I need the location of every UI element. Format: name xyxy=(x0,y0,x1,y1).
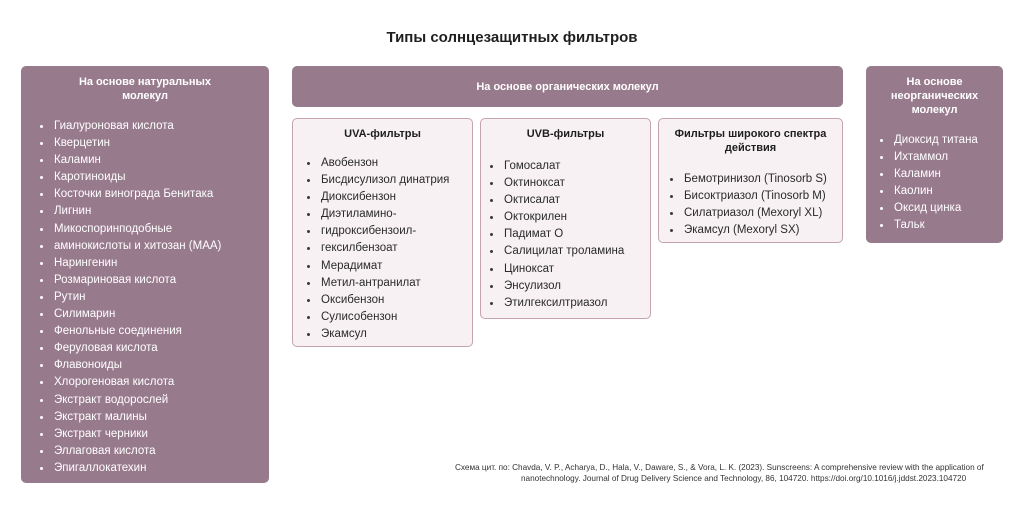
uvb-list-item: Октокрилен xyxy=(490,209,650,226)
natural-list-item: Розмариновая кислота xyxy=(40,272,269,289)
natural-list-item: Флавоноиды xyxy=(40,357,269,374)
inorganic-list-item: Оксид цинка xyxy=(880,200,1003,217)
broad-list xyxy=(659,171,842,239)
uva-list-item: гидроксибензоил- xyxy=(307,223,472,240)
natural-list-item: Микоспоринподобные xyxy=(40,221,269,238)
natural-molecules-panel xyxy=(21,66,269,483)
uvb-list-item: Циноксат xyxy=(490,261,650,278)
uva-list-item: Диэтиламино- xyxy=(307,206,472,223)
uvb-list-item: Этилгексилтриазол xyxy=(490,295,650,312)
natural-list-item: Косточки винограда Бенитака xyxy=(40,186,269,203)
uva-list xyxy=(293,155,472,343)
diagram-title: Типы солнцезащитных фильтров xyxy=(386,29,638,46)
natural-list-item: Гиалуроновая кислота xyxy=(40,118,269,135)
natural-list-item: Хлорогеновая кислота xyxy=(40,374,269,391)
broad-list-item: Бисоктриазол (Tinosorb M) xyxy=(670,188,842,205)
natural-list-item: Кверцетин xyxy=(40,135,269,152)
natural-list-item: Феруловая кислота xyxy=(40,340,269,357)
uva-list-item: Бисдисулизол динатрия xyxy=(307,172,472,189)
citation-line: nanotechnology. Journal of Drug Delivery Science and Technology, 86, 104720. https://doi.org/10.1016/j.jddst.2023.104720 xyxy=(521,474,967,483)
uvb-list-item: Октисалат xyxy=(490,192,650,209)
natural-list-item: Экстракт черники xyxy=(40,426,269,443)
broad-list-item: Экамсул (Mexoryl SX) xyxy=(670,222,842,239)
inorganic-header-line: На основе xyxy=(906,76,963,88)
natural-list-item: Эпигаллокатехин xyxy=(40,460,269,477)
uvb-list-item: Салицилат троламина xyxy=(490,243,650,260)
inorganic-list-item: Тальк xyxy=(880,217,1003,234)
uva-list-item: Авобензон xyxy=(307,155,472,172)
natural-list xyxy=(21,118,269,477)
natural-list-item: Каротиноиды xyxy=(40,169,269,186)
inorganic-panel-header xyxy=(866,66,1003,117)
natural-header-line: молекул xyxy=(122,90,168,102)
uva-list-item: Мерадимат xyxy=(307,258,472,275)
natural-list-item: Фенольные соединения xyxy=(40,323,269,340)
broad-header-line: Фильтры широкого спектра xyxy=(674,128,827,140)
natural-header-line: На основе натуральных xyxy=(78,76,212,88)
natural-panel-header xyxy=(21,66,269,103)
source-citation xyxy=(455,462,1004,484)
uva-list-item: Сулисобензон xyxy=(307,309,472,326)
uvb-list-item: Энсулизол xyxy=(490,278,650,295)
broad-panel-header xyxy=(659,119,842,155)
natural-list-item: Рутин xyxy=(40,289,269,306)
uvb-list-item: Октинoксат xyxy=(490,175,650,192)
inorganic-list-item: Диоксид титана xyxy=(880,132,1003,149)
uva-list-item: Оксибензон xyxy=(307,292,472,309)
inorganic-list-item: Каламин xyxy=(880,166,1003,183)
uva-list-item: Метил-антранилат xyxy=(307,275,472,292)
inorganic-list xyxy=(866,132,1003,235)
uvb-list xyxy=(481,158,650,312)
broad-header-line: действия xyxy=(724,142,777,154)
natural-list-item: аминокислоты и хитозан (МАА) xyxy=(40,238,269,255)
inorganic-header-line: неорганических xyxy=(890,90,979,102)
natural-list-item: Эллаговая кислота xyxy=(40,443,269,460)
broad-list-item: Силатриазол (Mexoryl XL) xyxy=(670,205,842,222)
uva-filters-panel xyxy=(292,118,473,347)
uva-panel-header: UVA-фильтры xyxy=(344,128,421,140)
natural-list-item: Лигнин xyxy=(40,203,269,220)
natural-list-item: Каламин xyxy=(40,152,269,169)
natural-list-item: Силимарин xyxy=(40,306,269,323)
uvb-list-item: Падимат О xyxy=(490,226,650,243)
uvb-filters-panel xyxy=(480,118,651,319)
natural-list-item: Экстракт малины xyxy=(40,409,269,426)
natural-list-item: Экстракт водорослей xyxy=(40,392,269,409)
natural-list-item: Нарингенин xyxy=(40,255,269,272)
uva-list-item: гексилбензоат xyxy=(307,240,472,257)
organic-molecules-header: На основе органических молекул xyxy=(292,66,843,107)
inorganic-header-line: молекул xyxy=(911,104,958,116)
broad-list-item: Бемотринизол (Tinosorb S) xyxy=(670,171,842,188)
inorganic-list-item: Ихтаммол xyxy=(880,149,1003,166)
uva-list-item: Экамсул xyxy=(307,326,472,343)
inorganic-molecules-panel xyxy=(866,66,1003,243)
inorganic-list-item: Каолин xyxy=(880,183,1003,200)
uvb-list-item: Гомосалат xyxy=(490,158,650,175)
broad-spectrum-filters-panel xyxy=(658,118,843,243)
uvb-panel-header: UVB-фильтры xyxy=(526,128,605,140)
citation-line: Схема цит. по: Chavda, V. P., Acharya, D., Hala, V., Daware, S., & Vora, L. K. (2023). Sunscreens: A comprehensive review with the application of xyxy=(455,463,984,472)
uva-list-item: Диоксибензон xyxy=(307,189,472,206)
